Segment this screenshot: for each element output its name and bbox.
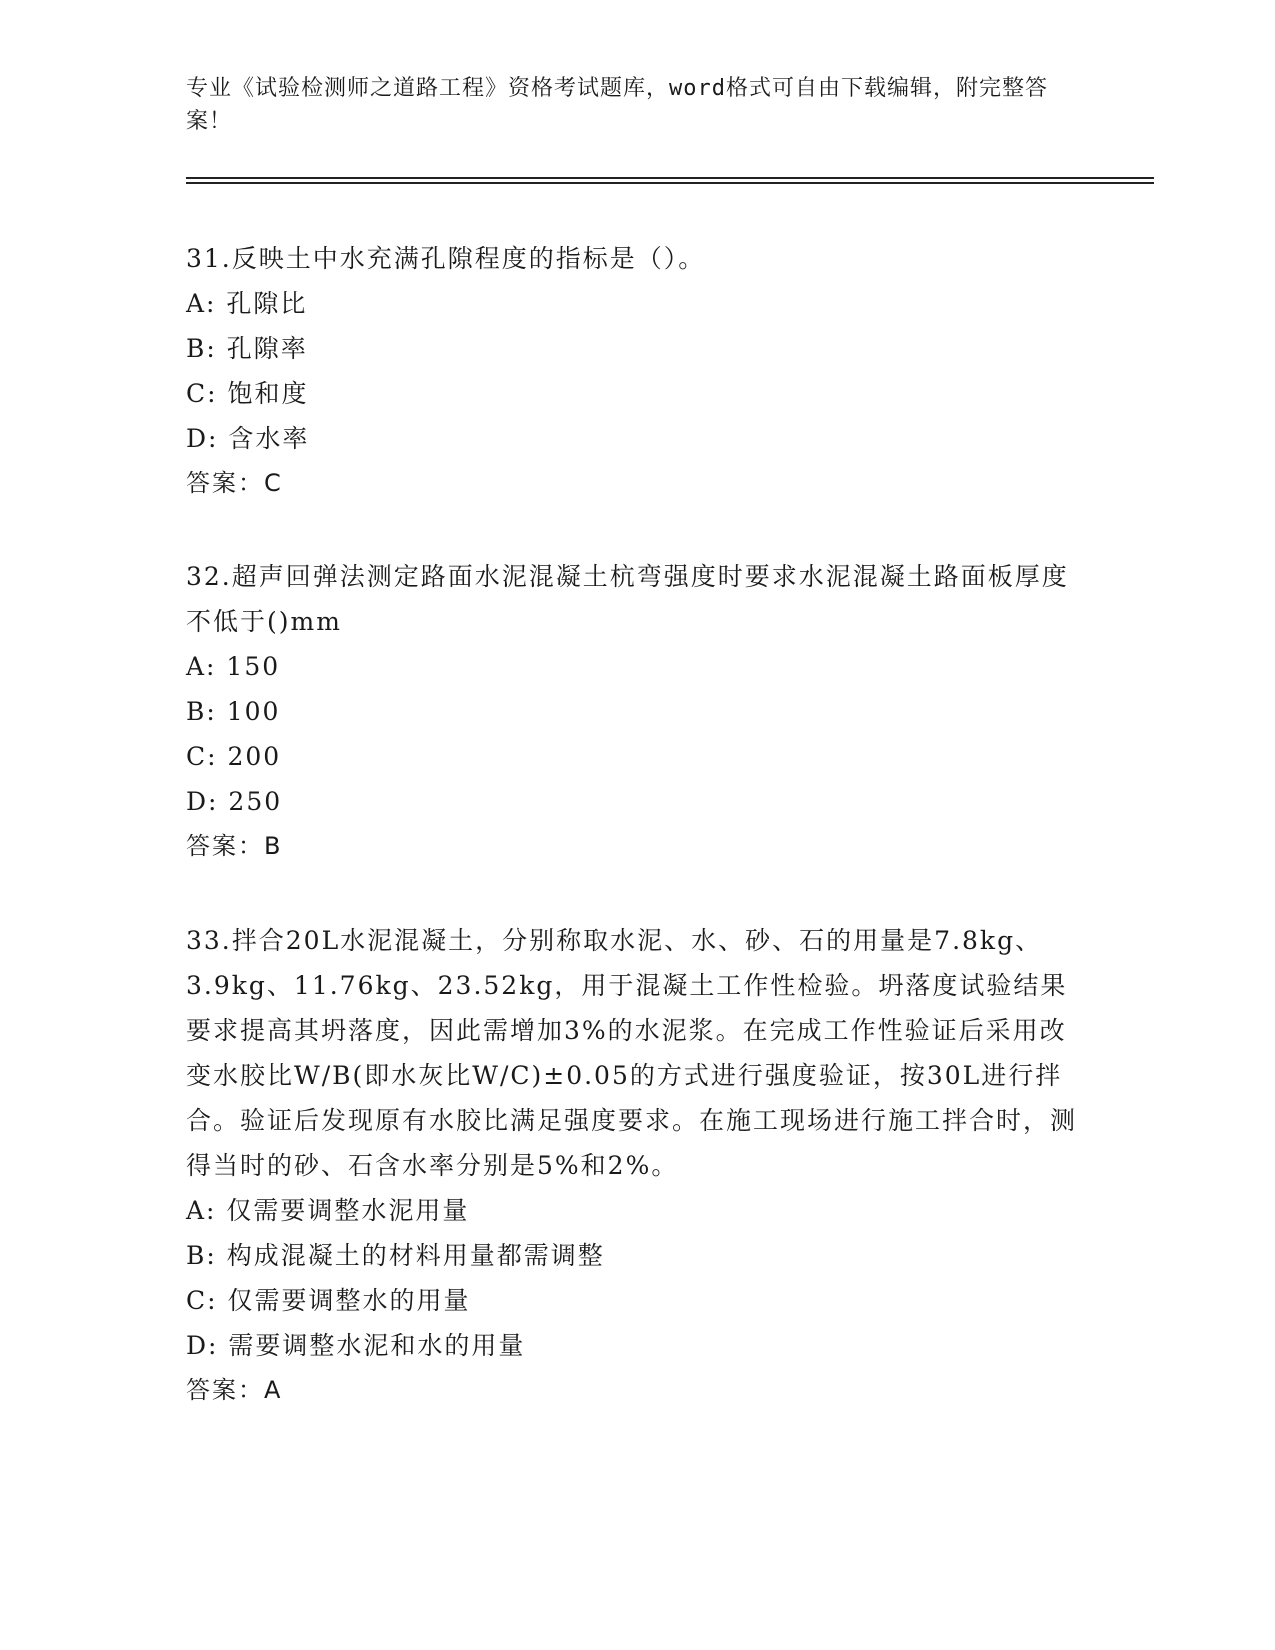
- option-b: B: 孔隙率: [186, 334, 308, 363]
- option-d: D: 需要调整水泥和水的用量: [186, 1331, 526, 1360]
- answer-line: 答案：A: [186, 1376, 283, 1404]
- document-header: [186, 72, 1086, 138]
- question-31: [186, 236, 1086, 506]
- option-d: D: 含水率: [186, 424, 310, 453]
- question-stem: 31.反映土中水充满孔隙程度的指标是（）。: [186, 244, 706, 273]
- option-c: C: 仅需要调整水的用量: [186, 1286, 471, 1315]
- option-a: A: 仅需要调整水泥用量: [186, 1196, 470, 1225]
- option-b: B: 100: [186, 697, 281, 726]
- header-intro-text: 专业《试验检测师之道路工程》资格考试题库，word格式可自由下载编辑，附完整答案！: [186, 76, 1048, 134]
- option-c: C: 饱和度: [186, 379, 309, 408]
- option-d: D: 250: [186, 787, 283, 816]
- header-divider-bottom: [186, 182, 1154, 184]
- question-stem: 33.拌合20L水泥混凝土，分别称取水泥、水、砂、石的用量是7.8kg、3.9kg、11.76kg、23.52kg，用于混凝土工作性检验。坍落度试验结果要求提高其坍落度，因此需增加3%的水泥浆。在完成工作性验证后采用改变水胶比W/B(即水灰比W/C)±0.05的方式进行强度验证，按30L进行拌合。验证后发现原有水胶比满足强度要求。在施工现场进行施工拌合时，测得当时的砂、石含水率分别是5%和2%。: [186, 926, 1078, 1180]
- question-33: [186, 918, 1086, 1413]
- answer-line: 答案：B: [186, 832, 283, 860]
- option-b: B: 构成混凝土的材料用量都需调整: [186, 1241, 605, 1270]
- option-a: A: 孔隙比: [186, 289, 308, 318]
- question-stem: 32.超声回弹法测定路面水泥混凝土杭弯强度时要求水泥混凝土路面板厚度不低于()mm: [186, 562, 1069, 636]
- option-c: C: 200: [186, 742, 282, 771]
- answer-line: 答案：C: [186, 469, 283, 497]
- question-32: [186, 554, 1086, 869]
- header-divider-top: [186, 177, 1154, 179]
- option-a: A: 150: [186, 652, 281, 681]
